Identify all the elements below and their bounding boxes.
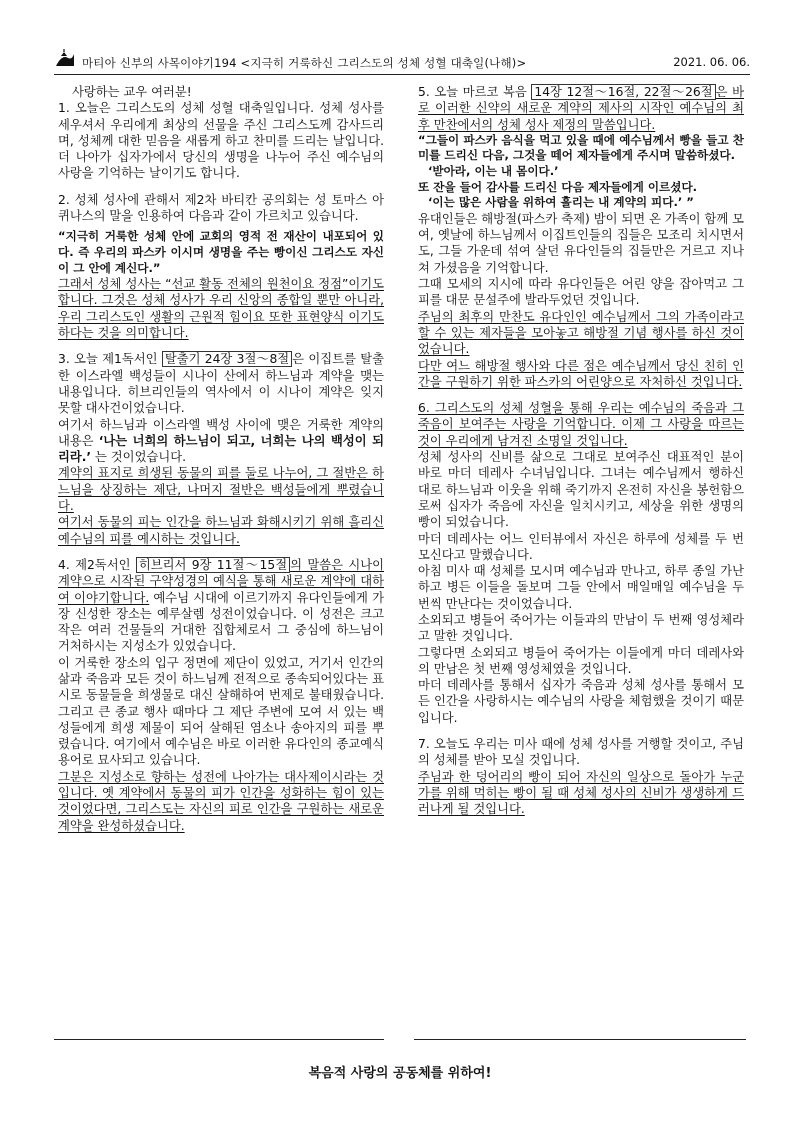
paragraph-6: 6. 그리스도의 성체 성혈을 통해 우리는 예수님의 죽음과 그 죽음이 보여주는 사랑을 기억합니다. 이제 그 사랑을 따르는 것이 우리에게 남겨진 소명일 것입니다. (418, 401, 744, 448)
paragraph-6f: 그렇다면 소외되고 병들어 죽어가는 이들에게 마더 데레사와의 만남은 첫 번째 영성체였을 것입니다. (418, 645, 744, 676)
paragraph-6d: 아침 미사 때 성체를 모시며 예수님과 만나고, 하루 종일 가난하고 병든 이들을 돌보며 그들 안에서 매일매일 예수님을 두 번씩 만난다는 것이었습니다. (418, 564, 744, 611)
paragraph-4b: 이 거룩한 장소의 입구 정면에 제단이 있었고, 거기서 인간의 삶과 죽음과 모든 것이 하느님께 전적으로 종속되어있다는 표시로 동물들을 희생물로 대신 살해하여 번제로 불태웠습니다. 그리고 큰 종교 행사 때마다 그 제단 주변에 모여 서 있는 백성들에게 희생 제물이 되어 살해된 염소나 송아지의 피를 뿌렸습니다. 여기에서 예수님은 바로 이러한 유다인의 종교예식 용어로 묘사되고 있습니다. (58, 655, 384, 768)
paragraph-3: 3. 오늘 제1독서인 탈출기 24장 3절～8절 은 이집트를 탈출한 이스라엘 백성들이 시나이 산에서 하느님과 계약을 맺는 내용입니다. 히브리인들의 역사에서 이 시나이 계약은 잊지 못할 대사건이었습니다. (58, 352, 384, 416)
paragraph-5: 5. 오늘 마르코 복음 14장 12절～16절, 22절～26절 은 바로 이러한 신약의 새로운 계약의 제사의 시작인 예수님의 최후 만찬에서의 성체 성사 제정의 말씀입니다. (418, 85, 744, 132)
paragraph-3b: 여기서 하느님과 이스라엘 백성 사이에 맺은 거룩한 계약의 내용은 ‘나는 너희의 하느님이 되고, 너희는 나의 백성이 되리라.’ 는 것이었습니다. (58, 417, 385, 465)
quote-council: “지극히 거룩한 성체 안에 교회의 영적 전 재산이 내포되어 있다. 즉 우리의 파스카 이시며 생명을 주는 빵이신 그리스도 자신이 그 안에 계신다.” (58, 229, 384, 275)
quote-gospel-3: 또 잔을 들어 감사를 드리신 다음 제자들에게 이르셨다. (418, 179, 698, 194)
left-column (58, 84, 384, 834)
greeting: 사랑하는 교우 여러분! (72, 85, 192, 99)
reading-ref-exodus: 탈출기 24장 3절～8절 (162, 351, 292, 367)
footer-divider-right (414, 1039, 746, 1040)
page-header (54, 52, 750, 75)
footer-divider-left (54, 1039, 384, 1040)
right-column (418, 84, 744, 818)
quote-gospel-4: ‘이는 많은 사람을 위하여 흘리는 내 계약의 피다.’ ” (428, 195, 694, 210)
paragraph-6g: 마더 데레사를 통해서 십자가 죽음과 성체 성사를 통해서 모든 인간을 사랑하시는 예수님의 사랑을 체험했을 것이기 때문입니다. (418, 678, 744, 725)
paragraph-5e: 다만 여느 해방절 행사와 다른 점은 예수님께서 당신 친히 인간을 구원하기 위한 파스카의 어린양으로 자처하신 것입니다. (418, 358, 744, 389)
paragraph-2b: 그래서 성체 성사는 “선교 활동 전체의 원천이요 정점”이기도 합니다. 그것은 성체 성사가 우리 신앙의 종합일 뿐만 아니라, 우리 그리스도인 생활의 근원적 힘이요 또한 표현양식 이기도 하다는 것을 의미합니다. (58, 277, 384, 341)
paragraph-3d: 여기서 동물의 피는 인간을 하느님과 화해시키기 위해 흘리신 예수님의 피를 예시하는 것입니다. (58, 515, 384, 546)
paragraph-1: 1. 오늘은 그리스도의 성체 성혈 대축일입니다. 성체 성사를 세우셔서 우리에게 최상의 선물을 주신 그리스도께 감사드리며, 성체께 대한 믿음을 새롭게 하고 찬미를 드리는 날입니다. 더 나아가 십자가에서 당신의 생명을 나누어 주신 예수님의 사랑을 기억하는 날이기도 합니다. (58, 101, 384, 181)
paragraph-6c: 마더 데레사는 어느 인터뷰에서 자신은 하루에 성체를 두 번 모신다고 말했습니다. (418, 531, 744, 562)
header-title: 마티아 신부의 사목이야기194 <지극히 거룩하신 그리스도의 성체 성혈 대축일(나해)> (82, 56, 527, 70)
paragraph-7: 7. 오늘도 우리는 미사 때에 성체 성사를 거행할 것이고, 주님의 성체를 받아 모실 것입니다. (418, 737, 744, 768)
paragraph-6e: 소외되고 병들어 죽어가는 이들과의 만남이 두 번째 영성체라고 말한 것입니다. (418, 612, 744, 644)
paragraph-7b: 주님과 한 덩어리의 빵이 되어 자신의 일상으로 돌아가 누군가를 위해 먹히는 빵이 될 때 성체 성사의 신비가 생생하게 드러나게 될 것입니다. (418, 769, 744, 817)
paragraph-2: 2. 성체 성사에 관해서 제2차 바티칸 공의회는 성 토마스 아퀴나스의 말을 인용하여 다음과 같이 가르치고 있습니다. (58, 192, 384, 224)
quote-gospel-1: “그들이 파스카 음식을 먹고 있을 때에 예수님께서 빵을 들고 찬미를 드리신 다음, 그것을 떼어 제자들에게 주시며 말씀하셨다. (418, 132, 744, 163)
paragraph-5c: 그때 모세의 지시에 따라 유다인들은 어린 양을 잡아먹고 그 피를 대문 문설주에 발라두었던 것입니다. (418, 277, 744, 308)
quote-gospel-2: ‘받아라, 이는 내 몸이다.’ (428, 164, 559, 179)
paragraph-5d: 주님의 최후의 만찬도 유다인인 예수님께서 그의 가족이라고 할 수 있는 제자들을 모아놓고 해방절 기념 행사를 하신 것이었습니다. (418, 309, 744, 357)
header-date: 2021. 06. 06. (673, 55, 750, 69)
paragraph-6b: 성체 성사의 신비를 삶으로 그대로 보여주신 대표적인 분이 바로 마더 데레사 수녀님입니다. 그녀는 예수님께서 행하신 대로 하느님과 이웃을 위해 죽기까지 온전히 자신을 봉헌함으로써 십자가 죽음에 자신을 일치시키고, 세상을 위한 생명의 빵이 되었습니다. (418, 450, 744, 530)
footer-motto: 복음적 사랑의 공동체를 위하여! (308, 1066, 492, 1081)
church-logo-icon (54, 48, 76, 70)
paragraph-4: 4. 제2독서인 히브리서 9장 11절～15절 의 말씀은 시나이 계약으로 시작된 구약성경의 예식을 통해 새로운 계약에 대하여 이야기합니다. 예수님 시대에 이르기까지 유다인들에게 가장 신성한 장소는 예루살렘 성전이었습니다. 이 성전은 크고 작은 여러 건물들의 거대한 집합체로서 그 중심에 하느님이 거처하시는 지성소가 있었습니다. (58, 557, 384, 654)
reading-ref-hebrews: 히브리서 9장 11절～15절 (136, 557, 290, 573)
paragraph-3c: 계약의 표지로 희생된 동물의 피를 둘로 나누어, 그 절반은 하느님을 상징하는 제단, 나머지 절반은 백성들에게 뿌렸습니다. (58, 466, 384, 514)
reading-ref-mark: 14장 12절～16절, 22절～26절 (531, 84, 715, 100)
paragraph-5b: 유대인들은 해방절(파스카 축제) 밤이 되면 온 가족이 함께 모여, 옛날에 하느님께서 이집트인들의 집들은 모조리 치시면서도, 그들 가운데 섞여 살던 유다인들의 집들만은 거르고 지나쳐 가셨음을 기억합니다. (418, 211, 744, 275)
paragraph-4c: 그분은 지성소로 향하는 성전에 나아가는 대사제이시라는 것입니다. 옛 계약에서 동물의 피가 인간을 성화하는 힘이 있는 것이었다면, 그리스도는 자신의 피로 인간을 구원하는 새로운 계약을 완성하셨습니다. (58, 769, 384, 833)
